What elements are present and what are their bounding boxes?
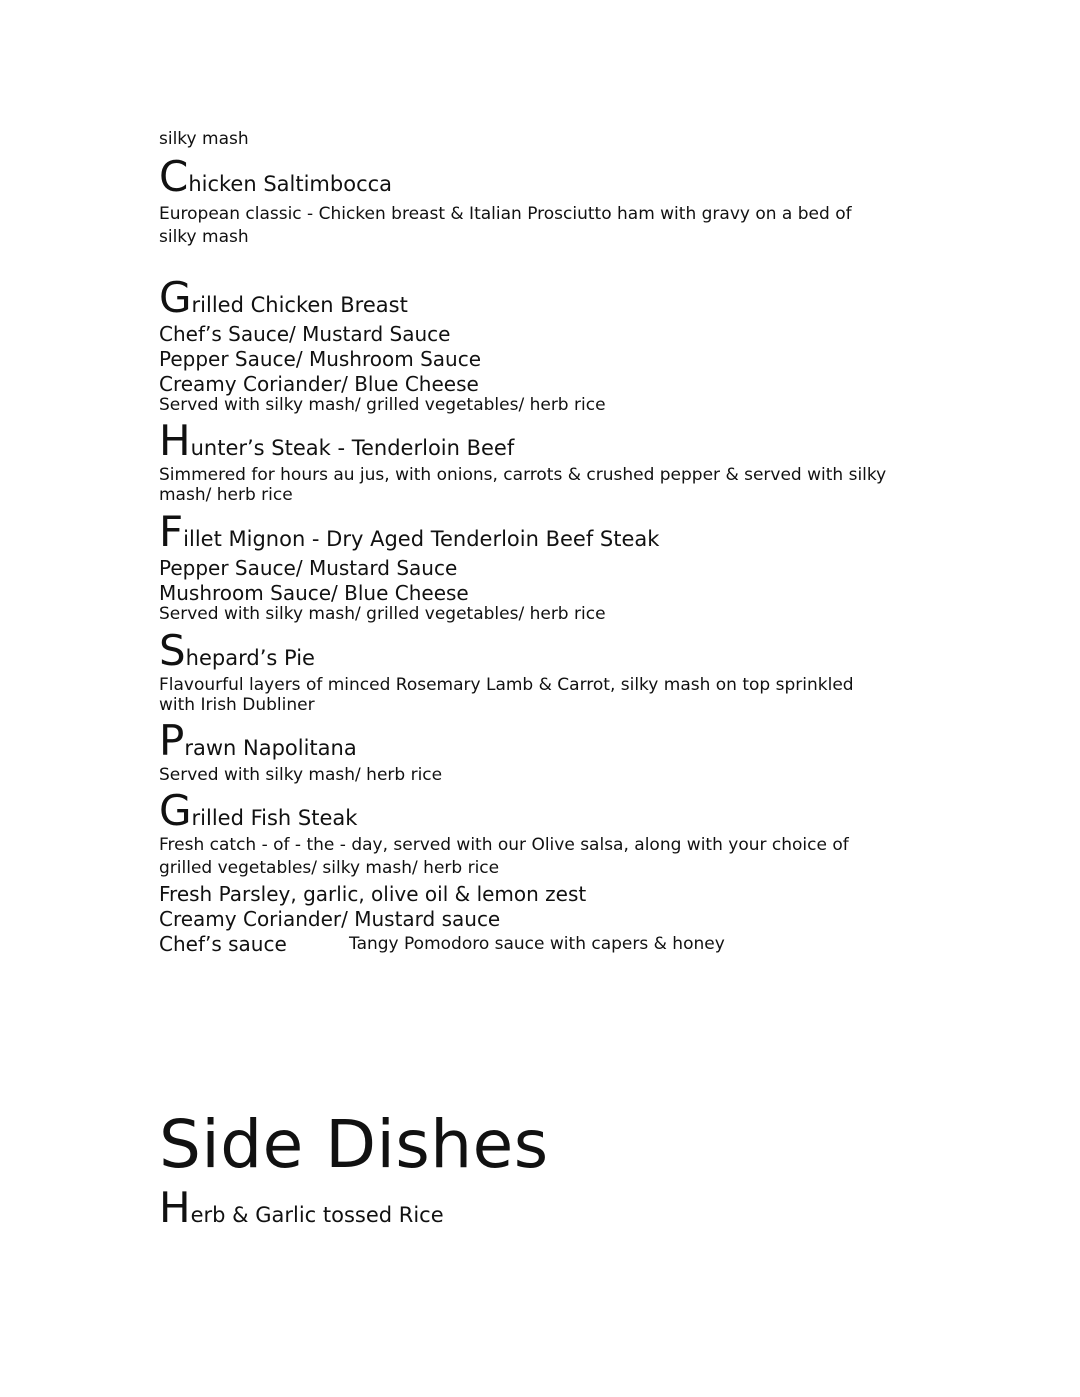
dish-description: grilled vegetables/ silky mash/ herb rice (159, 858, 500, 878)
sauce-option: Fresh Parsley, garlic, olive oil & lemon zest (159, 882, 587, 906)
dish-title-rest: unter’s Steak - Tenderloin Beef (190, 436, 515, 460)
dish-description: Served with silky mash/ grilled vegetables/ herb rice (159, 395, 606, 415)
dish-title (159, 152, 393, 201)
dish-title-initial: G (159, 786, 192, 835)
dish-description: European classic - Chicken breast & Italian Prosciutto ham with gravy on a bed of (159, 204, 852, 224)
dish-title-initial: H (159, 1183, 191, 1232)
dish-description: mash/ herb rice (159, 485, 293, 505)
dish-title (159, 416, 515, 465)
sauce-option: Pepper Sauce/ Mushroom Sauce (159, 347, 482, 371)
dish-title (159, 1183, 444, 1232)
dish-title-rest: rilled Chicken Breast (191, 293, 408, 317)
sauce-option: Mushroom Sauce/ Blue Cheese (159, 581, 469, 605)
dish-title-initial: H (159, 416, 191, 465)
dish-title (159, 716, 357, 765)
dish-description: Served with silky mash/ grilled vegetables/ herb rice (159, 604, 606, 624)
dish-title (159, 626, 315, 675)
dish-title-rest: illet Mignon - Dry Aged Tenderloin Beef Steak (183, 527, 660, 551)
dish-title (159, 786, 358, 835)
dish-title-initial: C (159, 152, 189, 201)
menu-text-line: silky mash (159, 129, 249, 149)
dish-title-rest: erb & Garlic tossed Rice (190, 1203, 444, 1227)
sauce-note: Tangy Pomodoro sauce with capers & honey (349, 934, 725, 954)
sauce-option: Pepper Sauce/ Mustard Sauce (159, 556, 458, 580)
sauce-option: Chef’s sauce (159, 932, 287, 956)
sauce-option: Creamy Coriander/ Mustard sauce (159, 907, 501, 931)
dish-description: with Irish Dubliner (159, 695, 315, 715)
dish-title (159, 507, 660, 556)
dish-description: Simmered for hours au jus, with onions, carrots & crushed pepper & served with silky (159, 465, 887, 485)
dish-description: Fresh catch - of - the - day, served with our Olive salsa, along with your choice of (159, 835, 849, 855)
dish-title-rest: hepard’s Pie (185, 646, 315, 670)
sauce-option: Chef’s Sauce/ Mustard Sauce (159, 322, 451, 346)
dish-title-initial: P (159, 716, 185, 765)
dish-title-rest: hicken Saltimbocca (188, 172, 393, 196)
dish-title-rest: rilled Fish Steak (191, 806, 358, 830)
dish-description: silky mash (159, 227, 249, 247)
dish-description: Served with silky mash/ herb rice (159, 765, 443, 785)
dish-description: Flavourful layers of minced Rosemary Lamb & Carrot, silky mash on top sprinkled (159, 675, 854, 695)
dish-title-initial: G (159, 273, 192, 322)
dish-title-initial: F (159, 507, 184, 556)
section-heading: Side Dishes (159, 1106, 549, 1183)
dish-title (159, 273, 408, 322)
dish-title-rest: rawn Napolitana (184, 736, 357, 760)
sauce-option: Creamy Coriander/ Blue Cheese (159, 372, 479, 396)
dish-title-initial: S (159, 626, 186, 675)
